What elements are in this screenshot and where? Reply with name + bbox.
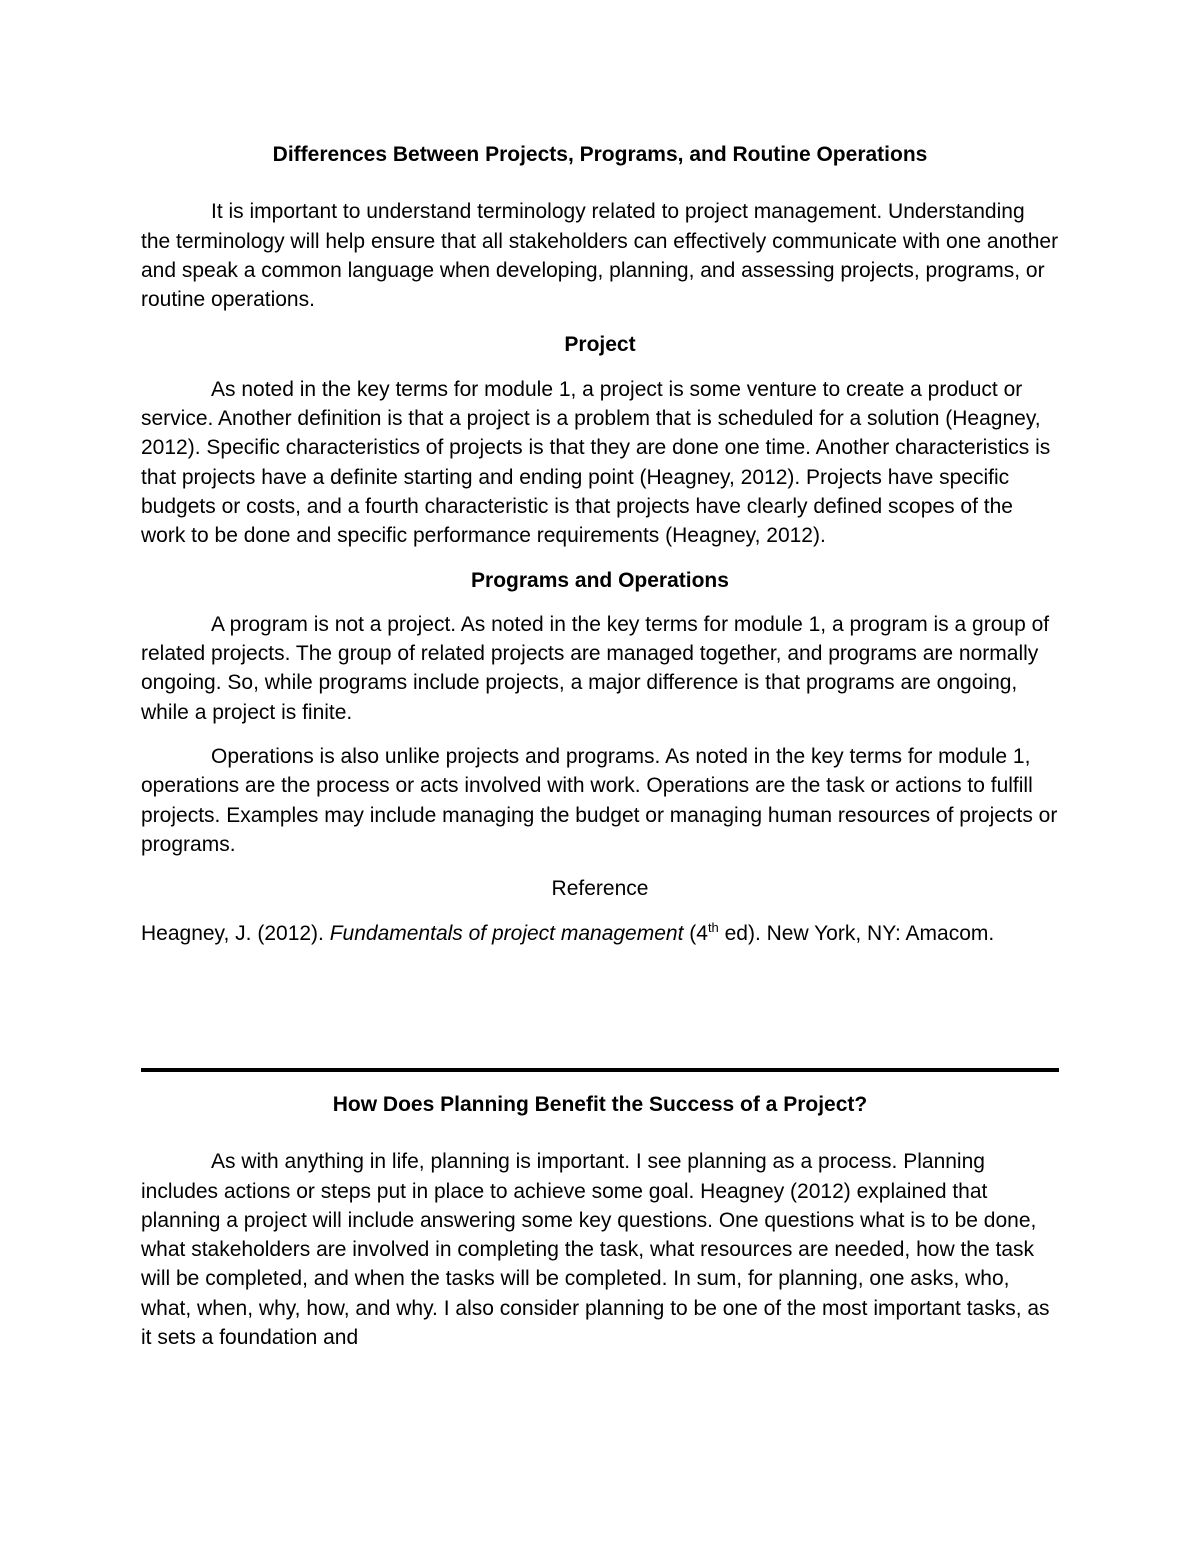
project-paragraph: As noted in the key terms for module 1, a project is some venture to create a product or service. Another definition is that a project is a problem that is scheduled for a solution (Heagney, 2012). Specific characteristics of projects is that they are done one time. Another characteristics is that projects have a definite starting and ending point (Heagney, 2012). Projects have specific budgets or costs, and a fourth characteristic is that projects have clearly defined scopes of the work to be done and specific performance requirements (Heagney, 2012). bbox=[141, 377, 1051, 548]
reference-author-year: Heagney, J. (2012). bbox=[141, 921, 330, 945]
reference-edition-pre: (4 bbox=[683, 921, 708, 945]
planning-title: How Does Planning Benefit the Success of a Project? bbox=[332, 1093, 868, 1116]
reference-edition-superscript: th bbox=[707, 919, 719, 935]
project-heading: Project bbox=[564, 333, 636, 357]
intro-paragraph: It is important to understand terminology related to project management. Understanding the terminology will help ensure that all stakeholders can effectively communicate with one another and speak a common language when developing, planning, and assessing projects, programs, or routine operations. bbox=[141, 200, 1059, 312]
programs-paragraph: A program is not a project. As noted in the key terms for module 1, a program is a group of related projects. The group of related projects are managed together, and programs are normally ongoing. So, while programs include projects, a major difference is that programs are ongoing, while a project is finite. bbox=[141, 612, 1050, 724]
section-divider bbox=[141, 1068, 1059, 1072]
page-title: Differences Between Projects, Programs, and Routine Operations bbox=[272, 143, 928, 166]
programs-operations-heading: Programs and Operations bbox=[471, 568, 729, 592]
section-differences bbox=[141, 140, 1059, 948]
reference-heading: Reference bbox=[551, 877, 649, 901]
reference-edition-post: ed). New York, NY: Amacom. bbox=[718, 921, 995, 945]
planning-paragraph: As with anything in life, planning is important. I see planning as a process. Planning includes actions or steps put in place to achieve some goal. Heagney (2012) explained that planning a project will include answering some key questions. One questions what is to be done, what stakeholders are involved in completing the task, what resources are needed, how the task will be completed, and when the tasks will be completed. In sum, for planning, one asks, who, what, when, why, how, and why. I also consider planning to be one of the most important tasks, as it sets a foundation and bbox=[141, 1150, 1050, 1350]
reference-book-title: Fundamentals of project management bbox=[329, 921, 684, 945]
section-planning bbox=[141, 1090, 1059, 1352]
operations-paragraph: Operations is also unlike projects and programs. As noted in the key terms for module 1, operations are the process or acts involved with work. Operations are the task or actions to fulfill projects. Examples may include managing the budget or managing human resources of projects or programs. bbox=[141, 745, 1058, 856]
reference-entry bbox=[141, 919, 1059, 948]
